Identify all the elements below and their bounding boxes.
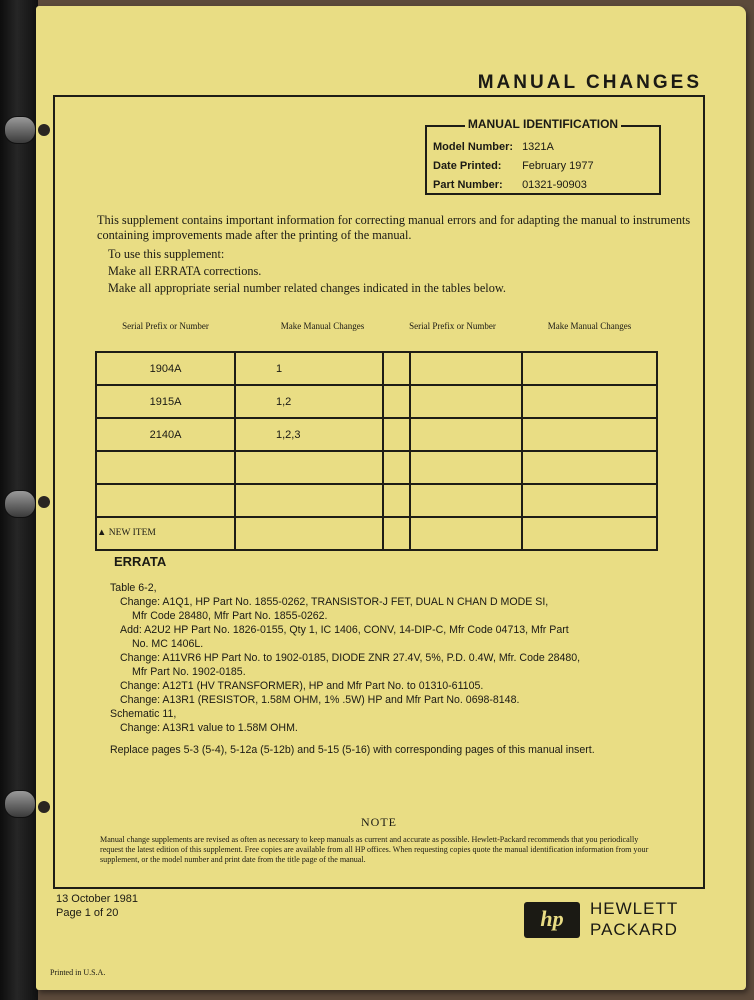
- changes-cell: 1: [235, 352, 410, 385]
- changes-cell: [522, 517, 657, 550]
- table-row: [383, 385, 657, 418]
- table-row: [96, 385, 410, 418]
- hp-logo: hp: [524, 902, 580, 938]
- column-header: Make Manual Changes: [280, 321, 365, 331]
- serial-cell: [383, 451, 522, 484]
- serial-table-right: [382, 321, 658, 551]
- part-number-row: [433, 179, 587, 191]
- table-row: [383, 517, 657, 550]
- serial-table-left: [95, 321, 411, 551]
- footer-page: Page 1 of 20: [56, 907, 119, 919]
- changes-cell: [522, 385, 657, 418]
- errata-line: Change: A11VR6 HP Part No. to 1902-0185, DIODE ZNR 27.4V, 5%, P.D. 0.4W, Mfr. Code 28480,: [120, 652, 581, 664]
- serial-cell: 2140A: [96, 418, 235, 451]
- table-row: [96, 484, 410, 517]
- serial-cell: [383, 352, 522, 385]
- changes-cell: [522, 418, 657, 451]
- punch-hole: [38, 496, 50, 508]
- serial-cell: [383, 484, 522, 517]
- serial-cell: [383, 385, 522, 418]
- binder-spine: [0, 0, 38, 1000]
- serial-cell: [96, 484, 235, 517]
- table-row: [96, 418, 410, 451]
- new-item-legend: ▲ NEW ITEM: [97, 528, 156, 538]
- table-row: [96, 352, 410, 385]
- errata-line: Change: A12T1 (HV TRANSFORMER), HP and Mfr Part No. to 01310-61105.: [120, 680, 484, 692]
- id-label: Part Number:: [433, 179, 503, 191]
- document-page: [36, 6, 746, 990]
- changes-cell: [522, 352, 657, 385]
- table-row: [96, 451, 410, 484]
- instruction-line: Make all appropriate serial number related changes indicated in the tables below.: [108, 281, 507, 295]
- errata-line: Mfr Part No. 1902-0185.: [132, 666, 246, 678]
- errata-line: No. MC 1406L.: [132, 638, 204, 650]
- instruction-line: To use this supplement:: [108, 247, 225, 261]
- page-title: MANUAL CHANGES: [477, 72, 702, 93]
- serial-cell: [383, 517, 522, 550]
- note-heading: NOTE: [361, 815, 397, 829]
- errata-heading: ERRATA: [114, 554, 167, 569]
- errata-line: Schematic 11,: [110, 708, 177, 720]
- binder-ring: [4, 790, 36, 818]
- model-number-row: [433, 141, 554, 153]
- instruction-line: Make all ERRATA corrections.: [108, 264, 262, 278]
- id-label: Date Printed:: [433, 160, 502, 172]
- binder-ring: [4, 490, 36, 518]
- serial-cell: 1904A: [96, 352, 235, 385]
- table-row: [383, 451, 657, 484]
- errata-line: Change: A13R1 (RESISTOR, 1.58M OHM, 1% .5W) HP and Mfr Part No. 0698-8148.: [120, 694, 520, 706]
- errata-line: Add: A2U2 HP Part No. 1826-0155, Qty 1, IC 1406, CONV, 14-DIP-C, Mfr Code 04713, Mfr Part: [120, 624, 569, 636]
- punch-hole: [38, 801, 50, 813]
- date-printed-row: [433, 160, 594, 172]
- footer-date: 13 October 1981: [56, 893, 138, 905]
- column-header: Serial Prefix or Number: [409, 321, 496, 331]
- changes-cell: 1,2,3: [235, 418, 410, 451]
- company-name-line1: HEWLETT: [590, 899, 679, 918]
- note-body: Manual change supplements are revised as often as necessary to keep manuals as current and accurate as possible. Hewlett-Packard recommends that you periodically request the latest edition of this supplement. Free copies are available from all HP offices. When requesting copies quote the manual identification information from your supplement, or the model number and print date from the title page of the manual.: [100, 835, 649, 864]
- punch-hole: [38, 124, 50, 136]
- printed-in-usa: Printed in U.S.A.: [50, 968, 106, 977]
- id-value: February 1977: [522, 160, 594, 172]
- table-row: [383, 418, 657, 451]
- changes-cell: [522, 451, 657, 484]
- identification-legend: MANUAL IDENTIFICATION: [465, 117, 621, 131]
- errata-line: Change: A1Q1, HP Part No. 1855-0262, TRANSISTOR-J FET, DUAL N CHAN D MODE SI,: [120, 596, 549, 608]
- serial-cell: [383, 418, 522, 451]
- changes-cell: [522, 484, 657, 517]
- errata-line: Mfr Code 28480, Mfr Part No. 1855-0262.: [132, 610, 328, 622]
- id-value: 1321A: [522, 141, 554, 153]
- intro-paragraph: This supplement contains important information for correcting manual errors and for adapting the manual to instruments containing improvements made after the printing of the manual.: [97, 213, 691, 242]
- table-row: [383, 352, 657, 385]
- errata-line: Table 6-2,: [110, 582, 157, 594]
- id-value: 01321-90903: [522, 179, 587, 191]
- table-row: [383, 484, 657, 517]
- column-header: Serial Prefix or Number: [122, 321, 209, 331]
- serial-cell: [96, 451, 235, 484]
- id-label: Model Number:: [433, 141, 514, 153]
- errata-line: Change: A13R1 value to 1.58M OHM.: [120, 722, 298, 734]
- changes-cell: 1,2: [235, 385, 410, 418]
- manual-identification-box: [425, 117, 661, 195]
- errata-line: Replace pages 5-3 (5-4), 5-12a (5-12b) and 5-15 (5-16) with corresponding pages of this manual insert.: [110, 744, 595, 756]
- column-header: Make Manual Changes: [547, 321, 632, 331]
- company-name-line2: PACKARD: [590, 920, 678, 939]
- binder-ring: [4, 116, 36, 144]
- serial-cell: 1915A: [96, 385, 235, 418]
